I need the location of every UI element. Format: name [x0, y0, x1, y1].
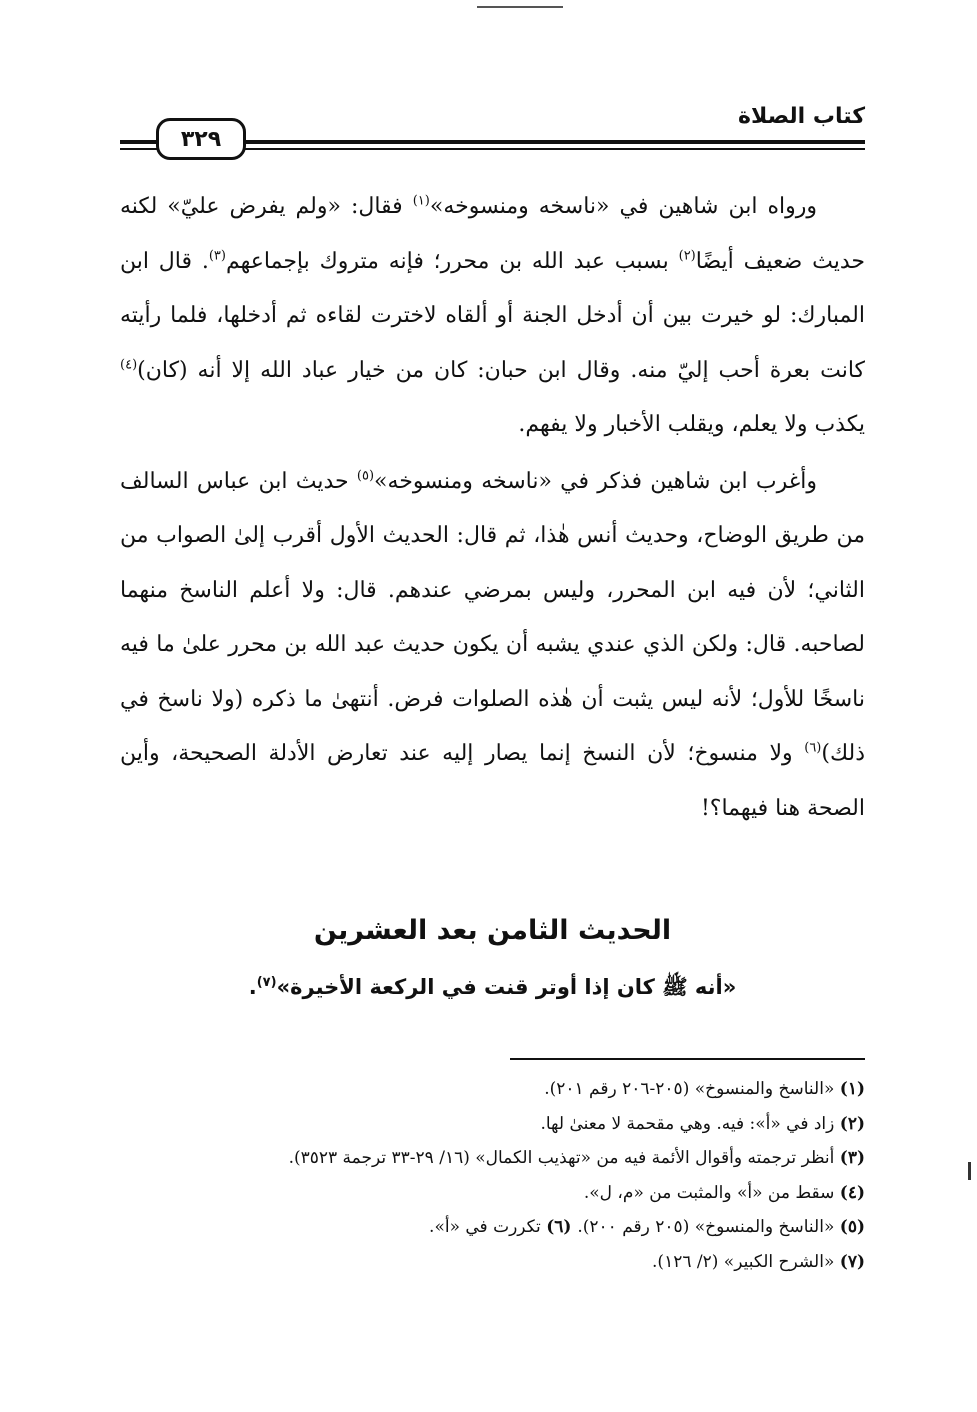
quote-text: «أنه ﷺ كان إذا أوتر قنت في الركعة الأخيرة» [276, 975, 737, 999]
footnote-number: (٤) [839, 1182, 865, 1203]
text-run: وأغرب ابن شاهين فذكر في «ناسخه ومنسوخه» [374, 468, 817, 494]
text-run: حديث ابن عباس السالف من طريق الوضاح، وحديث أنس هٰذا، ثم قال: الحديث الأول أقرب إلىٰ الصواب من الثاني؛ لأن فيه ابن المحرر، وليس بمرضي عندهم. قال: ولا أعلم الناسخ منهما لصاحبه. قال: ولكن الذي عندي يشبه أن يكون حديث عبد الله بن محرر علىٰ ما فيه ناسخًا للأول؛ لأنه ليس يثبت أن هٰذه الصلوات فرض. أنتهىٰ ما ذكره (ولا ناسخ في ذلك) [120, 468, 865, 766]
text-run: ورواه ابن شاهين في «ناسخه ومنسوخه» [429, 194, 817, 219]
scan-edge-mark [968, 1162, 971, 1180]
main-text [120, 180, 865, 836]
footnote-text: سقط من «أ» والمثبت من «م، ل». [583, 1182, 840, 1203]
footnote-1 [120, 1072, 865, 1107]
footnote-2 [120, 1107, 865, 1142]
footnote-number: (٧) [839, 1251, 865, 1272]
footnote-text: «الناسخ والمنسوخ» (٢٠٥ رقم ٢٠٠). [577, 1217, 840, 1237]
page-number: ٣٢٩ [156, 118, 246, 160]
footnote-number: (٦) [546, 1217, 578, 1237]
footnote-4 [120, 1176, 865, 1211]
footnote-ref-3: (٣) [208, 248, 226, 264]
footnote-3 [120, 1141, 865, 1176]
paragraph-2 [120, 455, 865, 837]
footnotes [120, 1072, 865, 1279]
footnote-ref-7: (٧) [256, 975, 277, 990]
footnote-ref-2: (٢) [678, 248, 696, 264]
footnote-ref-4: (٤) [120, 357, 138, 373]
footnote-text: أنظر ترجمته وأقوال الأئمة فيه من «تهذيب الكمال» (١٦/ ٢٩-٣٣ ترجمة ٣٥٢٣). [288, 1148, 840, 1168]
text-run: ولا منسوخ؛ لأن النسخ إنما يصار إليه عند تعارض الأدلة الصحيحة، وأين الصحة هنا فيهما؟! [120, 741, 865, 821]
text-run: . قال ابن المبارك: لو خيرت بين أن أدخل الجنة أو ألقاه لاخترت لقاءه ثم أدخلها، فلما رأيته كانت بعرة أحب إليّ منه. وقال ابن حبان: كان من خيار عباد الله إلا أنه (كان) [120, 248, 865, 383]
footnote-ref-5: (٥) [356, 468, 375, 484]
footnote-number: (٢) [839, 1113, 865, 1134]
footnote-text: «الناسخ والمنسوخ» (٢٠٥-٢٠٦ رقم ٢٠١). [544, 1079, 840, 1099]
page-header [120, 104, 865, 156]
footnote-number: (٥) [839, 1217, 865, 1237]
text-run: يكذب ولا يعلم، ويقلب الأخبار ولا يفهم. [518, 412, 865, 437]
top-edge-rule [477, 6, 563, 8]
footnote-number: (٣) [839, 1148, 865, 1168]
footnote-text: تكررت في «أ». [429, 1217, 547, 1237]
running-title: كتاب الصلاة [738, 104, 865, 129]
footnote-separator [510, 1058, 865, 1060]
footnote-ref-6: (٦) [804, 740, 822, 756]
text-run: فقال: «ولم يفرض عليّ» لكنه حديث ضعيف أيضًا [120, 194, 865, 274]
paragraph-1 [120, 180, 865, 453]
footnote-text: «الشرح الكبير» (٢/ ١٢٦). [652, 1251, 840, 1272]
footnote-7 [120, 1245, 865, 1280]
footnote-text: زاد في «أ»: فيه. وهي مقحمة لا معنىٰ لها. [540, 1113, 840, 1134]
quote-end: . [248, 975, 257, 999]
text-run: بسبب عبد الله بن محرر؛ فإنه متروك بإجماعهم [225, 248, 679, 274]
footnote-ref-1: (١) [412, 193, 430, 209]
footnote-number: (١) [839, 1079, 865, 1099]
section-heading: الحديث الثامن بعد العشرين [313, 915, 672, 946]
hadith-quote [120, 964, 865, 1010]
footnote-5-6 [120, 1210, 865, 1245]
